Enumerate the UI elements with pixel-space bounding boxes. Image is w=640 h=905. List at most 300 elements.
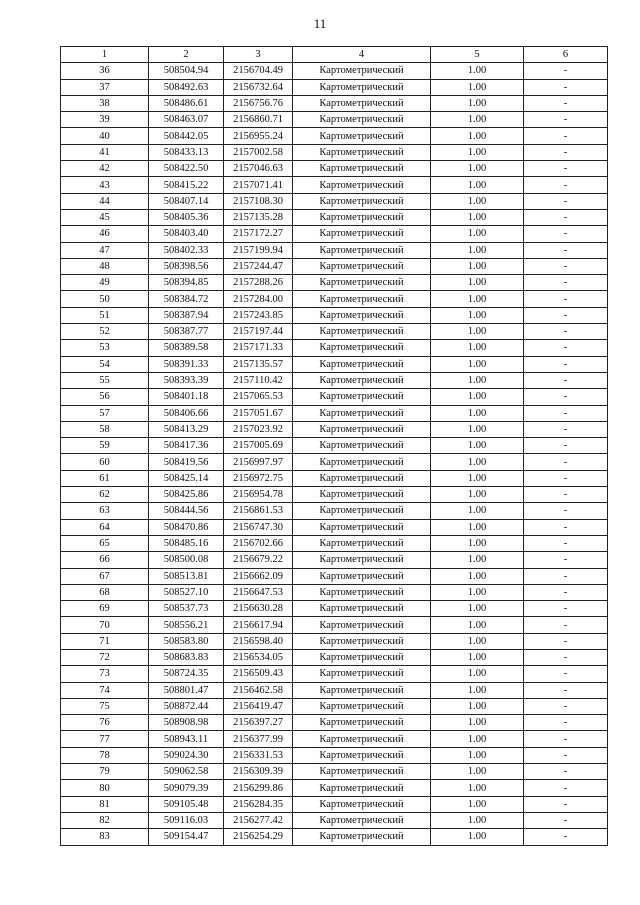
method-cell: Картометрический <box>293 144 431 160</box>
accuracy-cell: 1.00 <box>431 764 524 780</box>
table-row <box>61 193 608 209</box>
method-cell: Картометрический <box>293 307 431 323</box>
accuracy-cell: 1.00 <box>431 79 524 95</box>
point-number-cell: 46 <box>61 226 149 242</box>
y-coordinate-cell: 2156704.49 <box>224 63 293 79</box>
table-row <box>61 682 608 698</box>
method-cell: Картометрический <box>293 291 431 307</box>
accuracy-cell: 1.00 <box>431 177 524 193</box>
y-coordinate-cell: 2156419.47 <box>224 698 293 714</box>
note-cell: - <box>524 209 608 225</box>
accuracy-cell: 1.00 <box>431 780 524 796</box>
accuracy-cell: 1.00 <box>431 535 524 551</box>
note-cell: - <box>524 812 608 828</box>
x-coordinate-cell: 508470.86 <box>149 519 224 535</box>
accuracy-cell: 1.00 <box>431 161 524 177</box>
note-cell: - <box>524 161 608 177</box>
note-cell: - <box>524 503 608 519</box>
point-number-cell: 42 <box>61 161 149 177</box>
accuracy-cell: 1.00 <box>431 503 524 519</box>
table-row <box>61 519 608 535</box>
y-coordinate-cell: 2156617.94 <box>224 617 293 633</box>
accuracy-cell: 1.00 <box>431 829 524 845</box>
note-cell: - <box>524 698 608 714</box>
point-number-cell: 70 <box>61 617 149 633</box>
point-number-cell: 36 <box>61 63 149 79</box>
x-coordinate-cell: 508556.21 <box>149 617 224 633</box>
note-cell: - <box>524 95 608 111</box>
accuracy-cell: 1.00 <box>431 487 524 503</box>
note-cell: - <box>524 340 608 356</box>
point-number-cell: 67 <box>61 568 149 584</box>
column-header: 3 <box>224 47 293 63</box>
method-cell: Картометрический <box>293 226 431 242</box>
y-coordinate-cell: 2157284.00 <box>224 291 293 307</box>
point-number-cell: 57 <box>61 405 149 421</box>
column-header: 2 <box>149 47 224 63</box>
point-number-cell: 78 <box>61 747 149 763</box>
note-cell: - <box>524 242 608 258</box>
note-cell: - <box>524 454 608 470</box>
point-number-cell: 69 <box>61 601 149 617</box>
table-row <box>61 666 608 682</box>
table-row <box>61 503 608 519</box>
note-cell: - <box>524 633 608 649</box>
accuracy-cell: 1.00 <box>431 747 524 763</box>
accuracy-cell: 1.00 <box>431 666 524 682</box>
y-coordinate-cell: 2157023.92 <box>224 421 293 437</box>
point-number-cell: 82 <box>61 812 149 828</box>
x-coordinate-cell: 508387.94 <box>149 307 224 323</box>
table-row <box>61 552 608 568</box>
y-coordinate-cell: 2157244.47 <box>224 258 293 274</box>
y-coordinate-cell: 2157197.44 <box>224 324 293 340</box>
accuracy-cell: 1.00 <box>431 226 524 242</box>
y-coordinate-cell: 2157171.33 <box>224 340 293 356</box>
table-body <box>61 63 608 845</box>
y-coordinate-cell: 2156309.39 <box>224 764 293 780</box>
point-number-cell: 75 <box>61 698 149 714</box>
method-cell: Картометрический <box>293 796 431 812</box>
x-coordinate-cell: 508943.11 <box>149 731 224 747</box>
y-coordinate-cell: 2157243.85 <box>224 307 293 323</box>
table-row <box>61 633 608 649</box>
y-coordinate-cell: 2156702.66 <box>224 535 293 551</box>
table-row <box>61 568 608 584</box>
table-row <box>61 601 608 617</box>
method-cell: Картометрический <box>293 193 431 209</box>
accuracy-cell: 1.00 <box>431 584 524 600</box>
note-cell: - <box>524 666 608 682</box>
x-coordinate-cell: 508486.61 <box>149 95 224 111</box>
method-cell: Картометрический <box>293 552 431 568</box>
y-coordinate-cell: 2156397.27 <box>224 715 293 731</box>
accuracy-cell: 1.00 <box>431 470 524 486</box>
y-coordinate-cell: 2156662.09 <box>224 568 293 584</box>
table-header-row <box>61 47 608 63</box>
note-cell: - <box>524 177 608 193</box>
x-coordinate-cell: 509024.30 <box>149 747 224 763</box>
table-row <box>61 209 608 225</box>
table-row <box>61 649 608 665</box>
accuracy-cell: 1.00 <box>431 275 524 291</box>
method-cell: Картометрический <box>293 79 431 95</box>
note-cell: - <box>524 79 608 95</box>
x-coordinate-cell: 508537.73 <box>149 601 224 617</box>
point-number-cell: 52 <box>61 324 149 340</box>
method-cell: Картометрический <box>293 535 431 551</box>
note-cell: - <box>524 601 608 617</box>
table-row <box>61 307 608 323</box>
method-cell: Картометрический <box>293 568 431 584</box>
x-coordinate-cell: 508801.47 <box>149 682 224 698</box>
method-cell: Картометрический <box>293 829 431 845</box>
note-cell: - <box>524 356 608 372</box>
accuracy-cell: 1.00 <box>431 405 524 421</box>
note-cell: - <box>524 682 608 698</box>
table-row <box>61 340 608 356</box>
method-cell: Картометрический <box>293 421 431 437</box>
note-cell: - <box>524 275 608 291</box>
note-cell: - <box>524 829 608 845</box>
point-number-cell: 54 <box>61 356 149 372</box>
method-cell: Картометрический <box>293 715 431 731</box>
point-number-cell: 55 <box>61 372 149 388</box>
point-number-cell: 62 <box>61 487 149 503</box>
column-header: 4 <box>293 47 431 63</box>
x-coordinate-cell: 508872.44 <box>149 698 224 714</box>
table-row <box>61 112 608 128</box>
method-cell: Картометрический <box>293 177 431 193</box>
method-cell: Картометрический <box>293 698 431 714</box>
point-number-cell: 48 <box>61 258 149 274</box>
note-cell: - <box>524 552 608 568</box>
method-cell: Картометрический <box>293 438 431 454</box>
x-coordinate-cell: 509105.48 <box>149 796 224 812</box>
method-cell: Картометрический <box>293 209 431 225</box>
y-coordinate-cell: 2157135.28 <box>224 209 293 225</box>
x-coordinate-cell: 508583.80 <box>149 633 224 649</box>
x-coordinate-cell: 508406.66 <box>149 405 224 421</box>
note-cell: - <box>524 764 608 780</box>
accuracy-cell: 1.00 <box>431 812 524 828</box>
y-coordinate-cell: 2157288.26 <box>224 275 293 291</box>
note-cell: - <box>524 226 608 242</box>
note-cell: - <box>524 535 608 551</box>
y-coordinate-cell: 2157108.30 <box>224 193 293 209</box>
point-number-cell: 64 <box>61 519 149 535</box>
y-coordinate-cell: 2157046.63 <box>224 161 293 177</box>
method-cell: Картометрический <box>293 242 431 258</box>
point-number-cell: 71 <box>61 633 149 649</box>
accuracy-cell: 1.00 <box>431 633 524 649</box>
y-coordinate-cell: 2156254.29 <box>224 829 293 845</box>
x-coordinate-cell: 508908.98 <box>149 715 224 731</box>
point-number-cell: 68 <box>61 584 149 600</box>
y-coordinate-cell: 2157051.67 <box>224 405 293 421</box>
point-number-cell: 83 <box>61 829 149 845</box>
x-coordinate-cell: 508387.77 <box>149 324 224 340</box>
accuracy-cell: 1.00 <box>431 649 524 665</box>
method-cell: Картометрический <box>293 454 431 470</box>
y-coordinate-cell: 2156598.40 <box>224 633 293 649</box>
point-number-cell: 80 <box>61 780 149 796</box>
y-coordinate-cell: 2156954.78 <box>224 487 293 503</box>
y-coordinate-cell: 2156732.64 <box>224 79 293 95</box>
method-cell: Картометрический <box>293 258 431 274</box>
column-header: 6 <box>524 47 608 63</box>
table-row <box>61 829 608 845</box>
note-cell: - <box>524 649 608 665</box>
y-coordinate-cell: 2157135.57 <box>224 356 293 372</box>
accuracy-cell: 1.00 <box>431 421 524 437</box>
accuracy-cell: 1.00 <box>431 438 524 454</box>
accuracy-cell: 1.00 <box>431 340 524 356</box>
method-cell: Картометрический <box>293 95 431 111</box>
x-coordinate-cell: 508500.08 <box>149 552 224 568</box>
table-row <box>61 242 608 258</box>
table-row <box>61 535 608 551</box>
x-coordinate-cell: 508413.29 <box>149 421 224 437</box>
table-row <box>61 780 608 796</box>
x-coordinate-cell: 508419.56 <box>149 454 224 470</box>
method-cell: Картометрический <box>293 649 431 665</box>
accuracy-cell: 1.00 <box>431 601 524 617</box>
table-row <box>61 258 608 274</box>
method-cell: Картометрический <box>293 747 431 763</box>
method-cell: Картометрический <box>293 617 431 633</box>
method-cell: Картометрический <box>293 275 431 291</box>
x-coordinate-cell: 508492.63 <box>149 79 224 95</box>
note-cell: - <box>524 747 608 763</box>
x-coordinate-cell: 508504.94 <box>149 63 224 79</box>
y-coordinate-cell: 2156747.30 <box>224 519 293 535</box>
page-number: 11 <box>313 16 327 31</box>
method-cell: Картометрический <box>293 633 431 649</box>
method-cell: Картометрический <box>293 503 431 519</box>
note-cell: - <box>524 258 608 274</box>
x-coordinate-cell: 508405.36 <box>149 209 224 225</box>
y-coordinate-cell: 2156509.43 <box>224 666 293 682</box>
note-cell: - <box>524 715 608 731</box>
accuracy-cell: 1.00 <box>431 519 524 535</box>
accuracy-cell: 1.00 <box>431 307 524 323</box>
method-cell: Картометрический <box>293 731 431 747</box>
table-row <box>61 747 608 763</box>
column-header: 1 <box>61 47 149 63</box>
x-coordinate-cell: 508444.56 <box>149 503 224 519</box>
method-cell: Картометрический <box>293 764 431 780</box>
x-coordinate-cell: 508442.05 <box>149 128 224 144</box>
method-cell: Картометрический <box>293 487 431 503</box>
accuracy-cell: 1.00 <box>431 144 524 160</box>
table-row <box>61 812 608 828</box>
accuracy-cell: 1.00 <box>431 454 524 470</box>
table-row <box>61 796 608 812</box>
note-cell: - <box>524 731 608 747</box>
table-row <box>61 95 608 111</box>
note-cell: - <box>524 780 608 796</box>
note-cell: - <box>524 487 608 503</box>
note-cell: - <box>524 128 608 144</box>
x-coordinate-cell: 508683.83 <box>149 649 224 665</box>
table-row <box>61 177 608 193</box>
note-cell: - <box>524 519 608 535</box>
point-number-cell: 44 <box>61 193 149 209</box>
accuracy-cell: 1.00 <box>431 617 524 633</box>
x-coordinate-cell: 508417.36 <box>149 438 224 454</box>
method-cell: Картометрический <box>293 682 431 698</box>
note-cell: - <box>524 470 608 486</box>
x-coordinate-cell: 508407.14 <box>149 193 224 209</box>
point-number-cell: 60 <box>61 454 149 470</box>
table-row <box>61 226 608 242</box>
point-number-cell: 45 <box>61 209 149 225</box>
note-cell: - <box>524 796 608 812</box>
table-row <box>61 372 608 388</box>
method-cell: Картометрический <box>293 812 431 828</box>
table-row <box>61 128 608 144</box>
table-row <box>61 389 608 405</box>
x-coordinate-cell: 508485.16 <box>149 535 224 551</box>
y-coordinate-cell: 2157065.53 <box>224 389 293 405</box>
point-number-cell: 73 <box>61 666 149 682</box>
table-row <box>61 356 608 372</box>
x-coordinate-cell: 508398.56 <box>149 258 224 274</box>
table-row <box>61 161 608 177</box>
method-cell: Картометрический <box>293 356 431 372</box>
method-cell: Картометрический <box>293 340 431 356</box>
point-number-cell: 53 <box>61 340 149 356</box>
note-cell: - <box>524 307 608 323</box>
accuracy-cell: 1.00 <box>431 731 524 747</box>
point-number-cell: 38 <box>61 95 149 111</box>
point-number-cell: 61 <box>61 470 149 486</box>
point-number-cell: 37 <box>61 79 149 95</box>
x-coordinate-cell: 508463.07 <box>149 112 224 128</box>
note-cell: - <box>524 144 608 160</box>
note-cell: - <box>524 389 608 405</box>
method-cell: Картометрический <box>293 128 431 144</box>
x-coordinate-cell: 508402.33 <box>149 242 224 258</box>
point-number-cell: 77 <box>61 731 149 747</box>
accuracy-cell: 1.00 <box>431 372 524 388</box>
accuracy-cell: 1.00 <box>431 209 524 225</box>
accuracy-cell: 1.00 <box>431 258 524 274</box>
x-coordinate-cell: 508401.18 <box>149 389 224 405</box>
y-coordinate-cell: 2156955.24 <box>224 128 293 144</box>
method-cell: Картометрический <box>293 324 431 340</box>
point-number-cell: 72 <box>61 649 149 665</box>
accuracy-cell: 1.00 <box>431 715 524 731</box>
note-cell: - <box>524 372 608 388</box>
y-coordinate-cell: 2156647.53 <box>224 584 293 600</box>
point-number-cell: 81 <box>61 796 149 812</box>
point-number-cell: 40 <box>61 128 149 144</box>
x-coordinate-cell: 508393.39 <box>149 372 224 388</box>
y-coordinate-cell: 2157110.42 <box>224 372 293 388</box>
note-cell: - <box>524 421 608 437</box>
y-coordinate-cell: 2157002.58 <box>224 144 293 160</box>
point-number-cell: 65 <box>61 535 149 551</box>
accuracy-cell: 1.00 <box>431 324 524 340</box>
point-number-cell: 74 <box>61 682 149 698</box>
table-row <box>61 275 608 291</box>
y-coordinate-cell: 2156756.76 <box>224 95 293 111</box>
y-coordinate-cell: 2156679.22 <box>224 552 293 568</box>
table-row <box>61 454 608 470</box>
method-cell: Картометрический <box>293 519 431 535</box>
y-coordinate-cell: 2157005.69 <box>224 438 293 454</box>
point-number-cell: 56 <box>61 389 149 405</box>
x-coordinate-cell: 508415.22 <box>149 177 224 193</box>
x-coordinate-cell: 508527.10 <box>149 584 224 600</box>
y-coordinate-cell: 2156997.97 <box>224 454 293 470</box>
method-cell: Картометрический <box>293 405 431 421</box>
point-number-cell: 41 <box>61 144 149 160</box>
accuracy-cell: 1.00 <box>431 63 524 79</box>
coordinates-table <box>60 46 608 846</box>
method-cell: Картометрический <box>293 63 431 79</box>
point-number-cell: 63 <box>61 503 149 519</box>
y-coordinate-cell: 2157172.27 <box>224 226 293 242</box>
y-coordinate-cell: 2156972.75 <box>224 470 293 486</box>
table-row <box>61 63 608 79</box>
column-header: 5 <box>431 47 524 63</box>
table-row <box>61 144 608 160</box>
x-coordinate-cell: 508724.35 <box>149 666 224 682</box>
note-cell: - <box>524 405 608 421</box>
point-number-cell: 50 <box>61 291 149 307</box>
note-cell: - <box>524 324 608 340</box>
accuracy-cell: 1.00 <box>431 568 524 584</box>
y-coordinate-cell: 2156630.28 <box>224 601 293 617</box>
point-number-cell: 47 <box>61 242 149 258</box>
point-number-cell: 66 <box>61 552 149 568</box>
accuracy-cell: 1.00 <box>431 356 524 372</box>
accuracy-cell: 1.00 <box>431 112 524 128</box>
x-coordinate-cell: 509062.58 <box>149 764 224 780</box>
method-cell: Картометрический <box>293 584 431 600</box>
point-number-cell: 59 <box>61 438 149 454</box>
note-cell: - <box>524 617 608 633</box>
table-row <box>61 617 608 633</box>
y-coordinate-cell: 2156861.53 <box>224 503 293 519</box>
x-coordinate-cell: 508425.86 <box>149 487 224 503</box>
note-cell: - <box>524 438 608 454</box>
table-row <box>61 79 608 95</box>
accuracy-cell: 1.00 <box>431 682 524 698</box>
method-cell: Картометрический <box>293 666 431 682</box>
method-cell: Картометрический <box>293 389 431 405</box>
table-row <box>61 698 608 714</box>
x-coordinate-cell: 509116.03 <box>149 812 224 828</box>
method-cell: Картометрический <box>293 601 431 617</box>
note-cell: - <box>524 568 608 584</box>
point-number-cell: 51 <box>61 307 149 323</box>
accuracy-cell: 1.00 <box>431 698 524 714</box>
x-coordinate-cell: 508389.58 <box>149 340 224 356</box>
table-row <box>61 715 608 731</box>
table-row <box>61 421 608 437</box>
x-coordinate-cell: 508394.85 <box>149 275 224 291</box>
accuracy-cell: 1.00 <box>431 291 524 307</box>
method-cell: Картометрический <box>293 161 431 177</box>
x-coordinate-cell: 509154.47 <box>149 829 224 845</box>
point-number-cell: 43 <box>61 177 149 193</box>
y-coordinate-cell: 2156284.35 <box>224 796 293 812</box>
x-coordinate-cell: 508433.13 <box>149 144 224 160</box>
